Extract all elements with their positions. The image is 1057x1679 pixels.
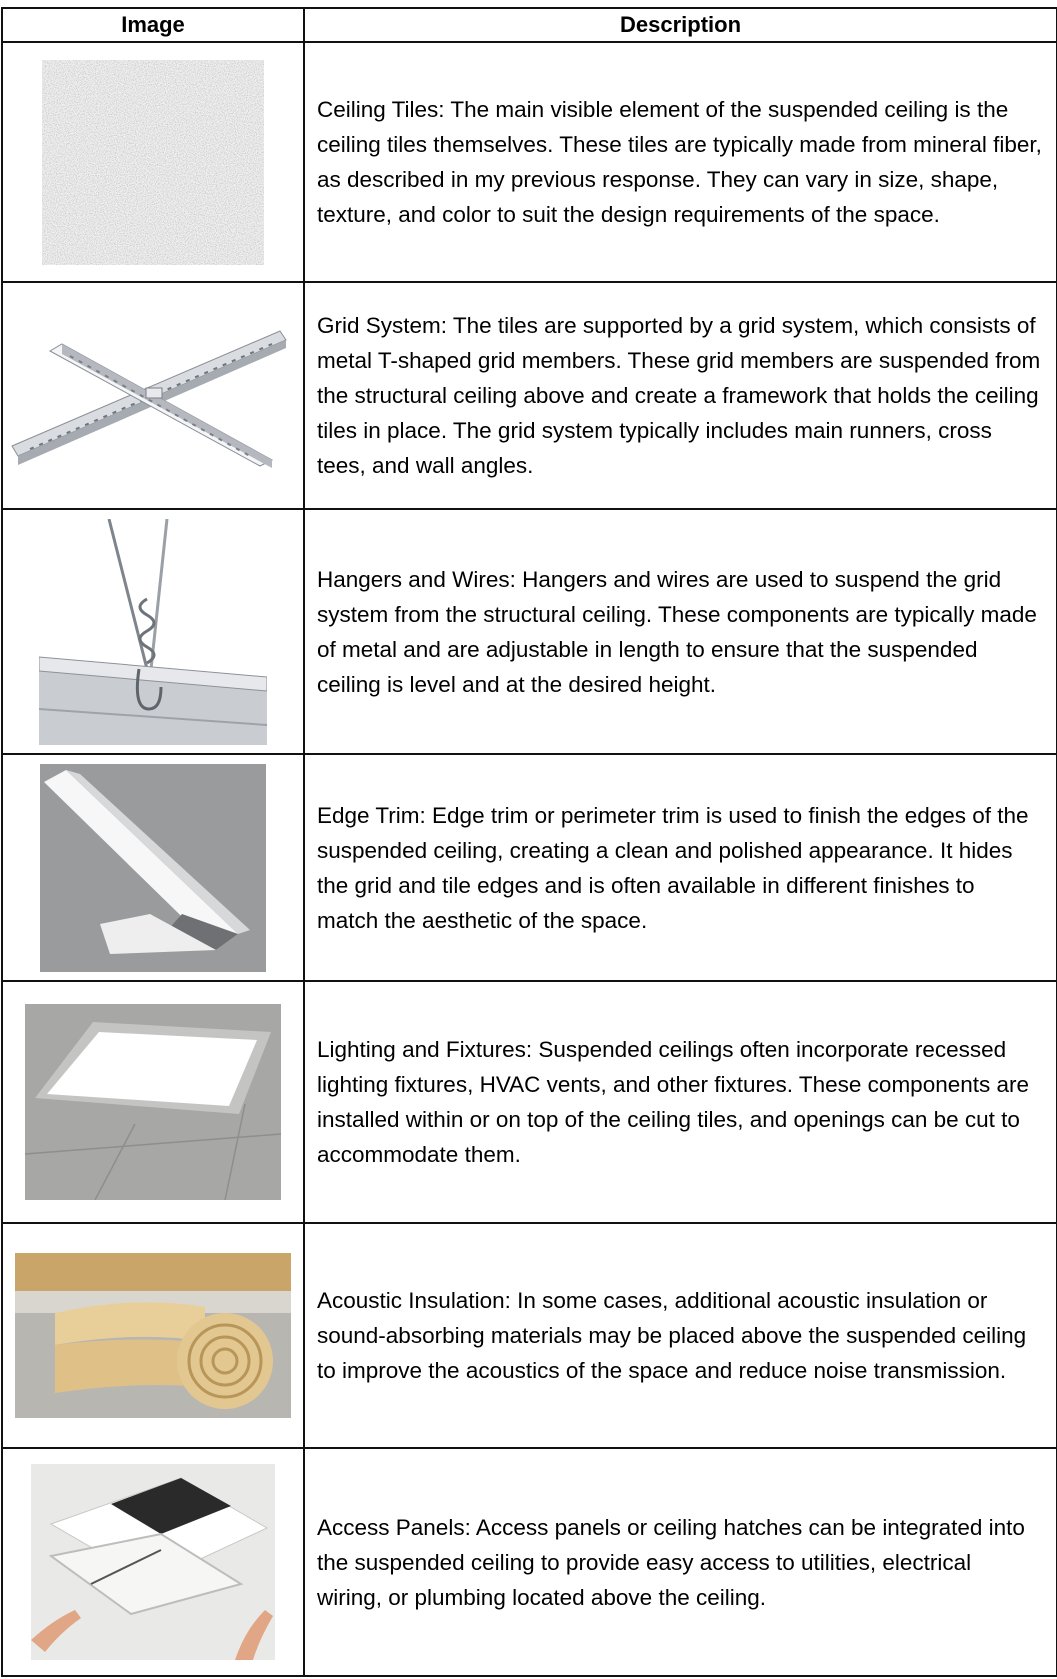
- light-fixture-image: [25, 1004, 281, 1200]
- table-row: [2, 1223, 1057, 1448]
- table-row: [2, 981, 1057, 1223]
- image-cell: [2, 282, 304, 509]
- description-cell: Grid System: The tiles are supported by a grid system, which consists of metal T-shaped grid members. These grid members are suspended from the structural ceiling above and create a framework that holds the ceiling tiles in place. The grid system typically includes main runners, cross tees, and wall angles.: [304, 282, 1057, 509]
- image-cell: [2, 981, 304, 1223]
- edge-trim-image: [40, 764, 266, 972]
- description-cell: Lighting and Fixtures: Suspended ceilings often incorporate recessed lighting fixtures, HVAC vents, and other fixtures. These components are installed within or on top of the ceiling tiles, and openings can be cut to accommodate them.: [304, 981, 1057, 1223]
- description-cell: Hangers and Wires: Hangers and wires are used to suspend the grid system from the structural ceiling. These components are typically made of metal and are adjustable in length to ensure that the suspended ceiling is level and at the desired height.: [304, 509, 1057, 754]
- insulation-image: [15, 1253, 291, 1418]
- description-cell: Edge Trim: Edge trim or perimeter trim is used to finish the edges of the suspended ceiling, creating a clean and polished appearance. It hides the grid and tile edges and is often available in different finishes to match the aesthetic of the space.: [304, 754, 1057, 981]
- image-cell: [2, 1448, 304, 1676]
- header-row: [2, 8, 1057, 42]
- table-row: [2, 754, 1057, 981]
- hanger-wire-image: [39, 519, 267, 745]
- header-image: Image: [2, 8, 304, 42]
- image-cell: [2, 42, 304, 282]
- access-panel-image: [31, 1464, 275, 1660]
- header-description: Description: [304, 8, 1057, 42]
- ceiling-tile-image: [42, 60, 264, 265]
- table-row: [2, 1448, 1057, 1676]
- table-row: [2, 42, 1057, 282]
- table-row: [2, 282, 1057, 509]
- image-cell: [2, 509, 304, 754]
- description-cell: Access Panels: Access panels or ceiling hatches can be integrated into the suspended ceiling to provide easy access to utilities, electrical wiring, or plumbing located above the ceiling.: [304, 1448, 1057, 1676]
- description-cell: Ceiling Tiles: The main visible element of the suspended ceiling is the ceiling tiles themselves. These tiles are typically made from mineral fiber, as described in my previous response. They can vary in size, shape, texture, and color to suit the design requirements of the space.: [304, 42, 1057, 282]
- components-table: [1, 7, 1057, 1677]
- description-cell: Acoustic Insulation: In some cases, additional acoustic insulation or sound-absorbing materials may be placed above the suspended ceiling to improve the acoustics of the space and reduce noise transmission.: [304, 1223, 1057, 1448]
- table-row: [2, 509, 1057, 754]
- image-cell: [2, 1223, 304, 1448]
- grid-system-image: [10, 316, 296, 476]
- image-cell: [2, 754, 304, 981]
